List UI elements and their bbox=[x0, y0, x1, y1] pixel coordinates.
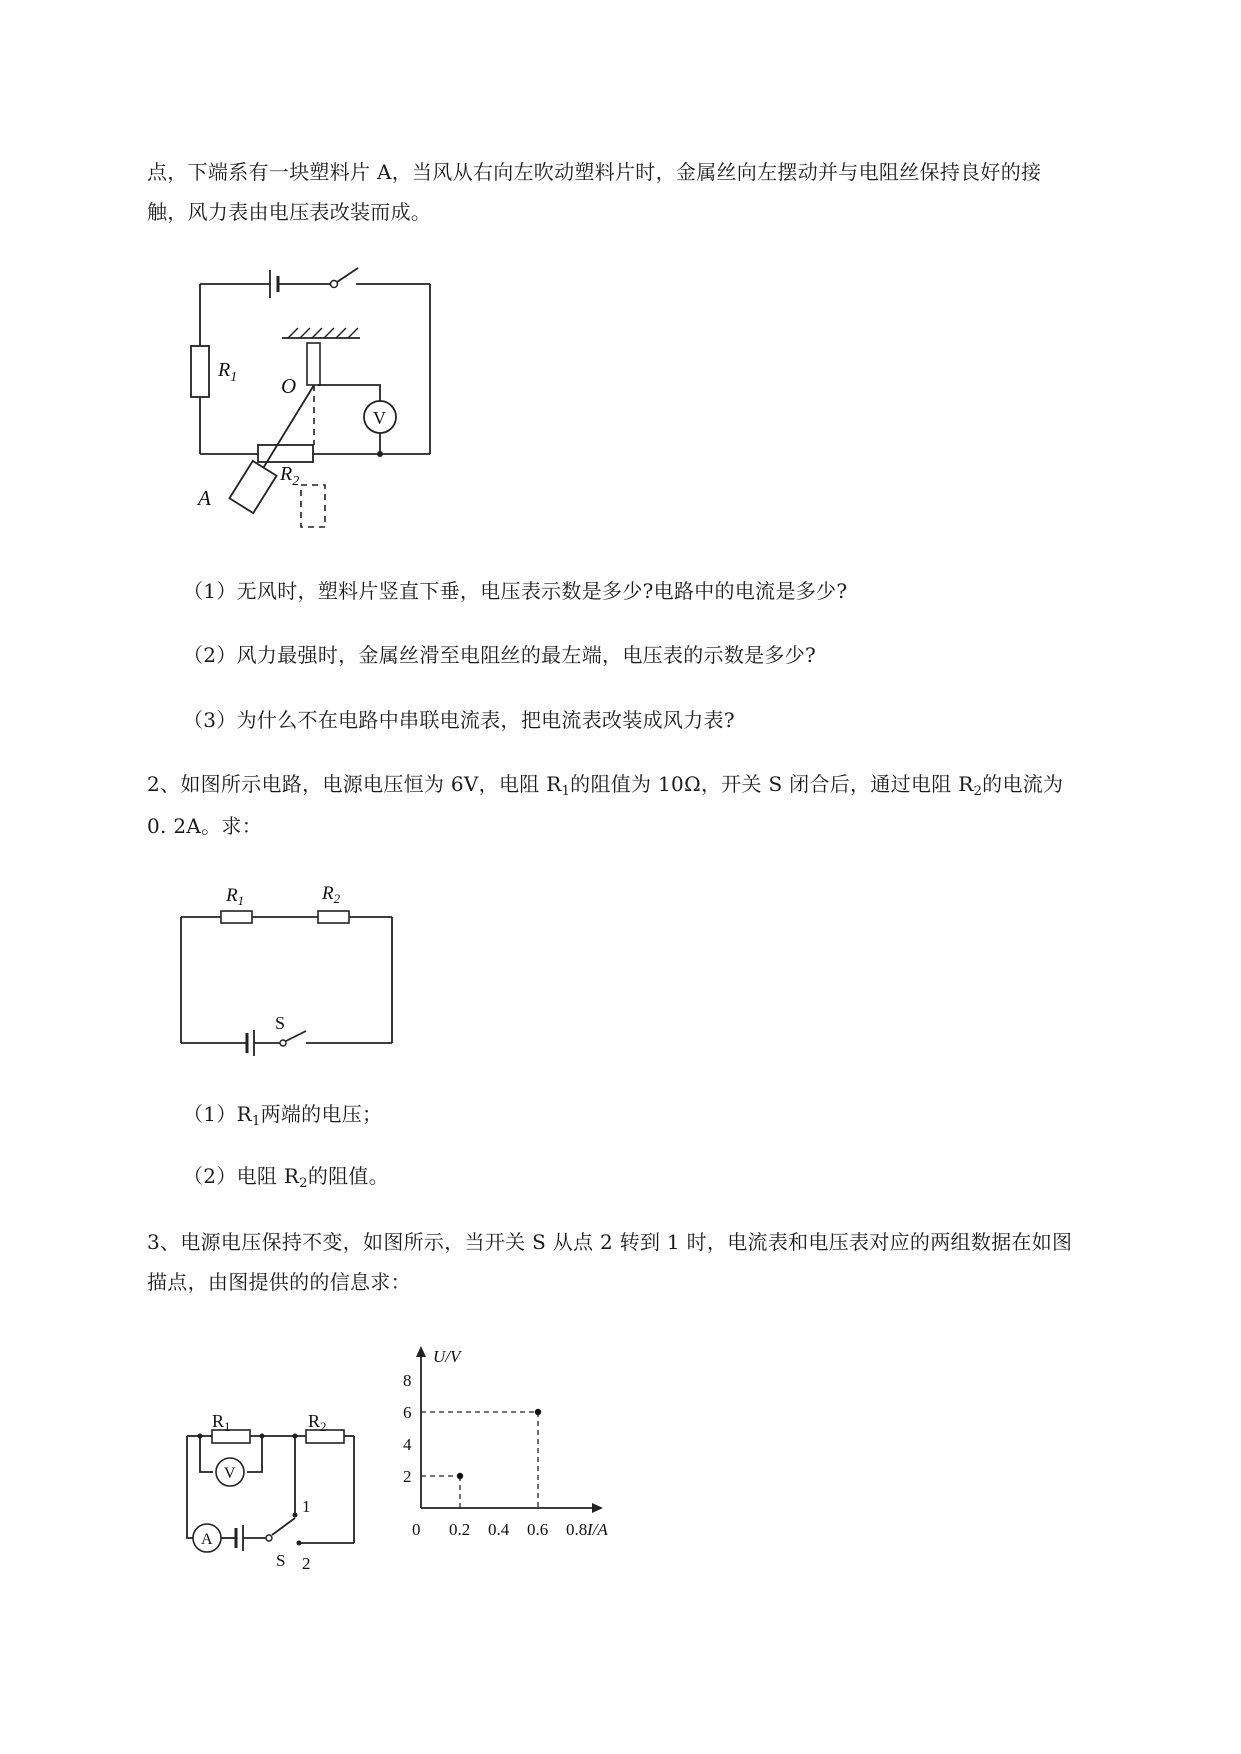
problem1-question-3: （3）为什么不在电路中串联电流表，把电流表改装成风力表? bbox=[183, 708, 735, 732]
problem1-intro-line2: 触，风力表由电压表改装而成。 bbox=[147, 200, 432, 224]
x-tick-label: 0.2 bbox=[449, 1520, 471, 1539]
y-axis-arrow-icon bbox=[416, 1346, 426, 1357]
x-tick-label: 0.6 bbox=[527, 1520, 549, 1539]
label-voltmeter: V bbox=[224, 1465, 236, 1482]
y-tick-label: 8 bbox=[403, 1371, 412, 1390]
problem1-question-2: （2）风力最强时，金属丝滑至电阻丝的最左端，电压表的示数是多少? bbox=[183, 643, 817, 667]
label-s: S bbox=[275, 1013, 286, 1033]
label-contact-2: 2 bbox=[302, 1554, 311, 1573]
label-r2: $R_2$ bbox=[280, 463, 300, 489]
chart-guides bbox=[421, 1412, 538, 1508]
y-axis-label: U/V bbox=[433, 1347, 461, 1366]
label-r2: $R_2$ bbox=[308, 1411, 327, 1434]
label-r1: $R_1$ bbox=[212, 1411, 231, 1434]
origin-label: 0 bbox=[412, 1520, 421, 1539]
data-point bbox=[457, 1473, 463, 1479]
problem3-line2: 描点，由图提供的的信息求： bbox=[147, 1270, 411, 1294]
label-r1: $R_1$ bbox=[226, 885, 245, 908]
x-tick-label: 0.4 bbox=[488, 1520, 510, 1539]
label-a: A bbox=[198, 486, 211, 510]
problem3-line1: 3、电源电压保持不变，如图所示，当开关 S 从点 2 转到 1 时，电流表和电压表对应的两组数据在如图 bbox=[147, 1230, 1073, 1254]
label-ammeter: A bbox=[201, 1531, 213, 1548]
label-voltmeter: V bbox=[373, 408, 386, 428]
chart-labels bbox=[403, 1347, 608, 1539]
chart-axes bbox=[416, 1346, 603, 1513]
y-tick-label: 4 bbox=[403, 1435, 412, 1454]
data-point bbox=[535, 1409, 541, 1415]
problem2-question-2: （2）电阻 $R_2$的阻值。 bbox=[183, 1164, 390, 1191]
y-tick-label: 6 bbox=[403, 1403, 412, 1422]
problem2-line2: 0. 2A。求： bbox=[147, 814, 263, 838]
label-contact-1: 1 bbox=[302, 1497, 311, 1516]
problem2-question-1: $(1)R_1$两端的电压； bbox=[183, 1102, 383, 1129]
x-axis-label: I/A bbox=[587, 1520, 608, 1539]
problem1-intro-line1: 点，下端系有一块塑料片 A，当风从右向左吹动塑料片时，金属丝向左摆动并与电阻丝保持良好的接 bbox=[147, 160, 1042, 184]
problem1-question-1: （1）无风时，塑料片竖直下垂，电压表示数是多少?电路中的电流是多少? bbox=[183, 579, 848, 603]
problem2-line1: 2、如图所示电路，电源电压恒为 6V，电阻 $R_1$的阻值为 10Ω，开关 S 闭合后，通过电阻 $R_2$的电流为 bbox=[147, 772, 1064, 799]
label-s: S bbox=[276, 1551, 286, 1570]
x-axis-arrow-icon bbox=[592, 1503, 603, 1513]
y-tick-label: 2 bbox=[403, 1467, 412, 1486]
label-r2: $R_2$ bbox=[322, 883, 341, 906]
x-tick-label: 0.8 bbox=[566, 1520, 588, 1539]
label-r1: $R_1$ bbox=[218, 359, 238, 385]
label-o: O bbox=[281, 374, 297, 398]
chart-points bbox=[457, 1409, 541, 1479]
